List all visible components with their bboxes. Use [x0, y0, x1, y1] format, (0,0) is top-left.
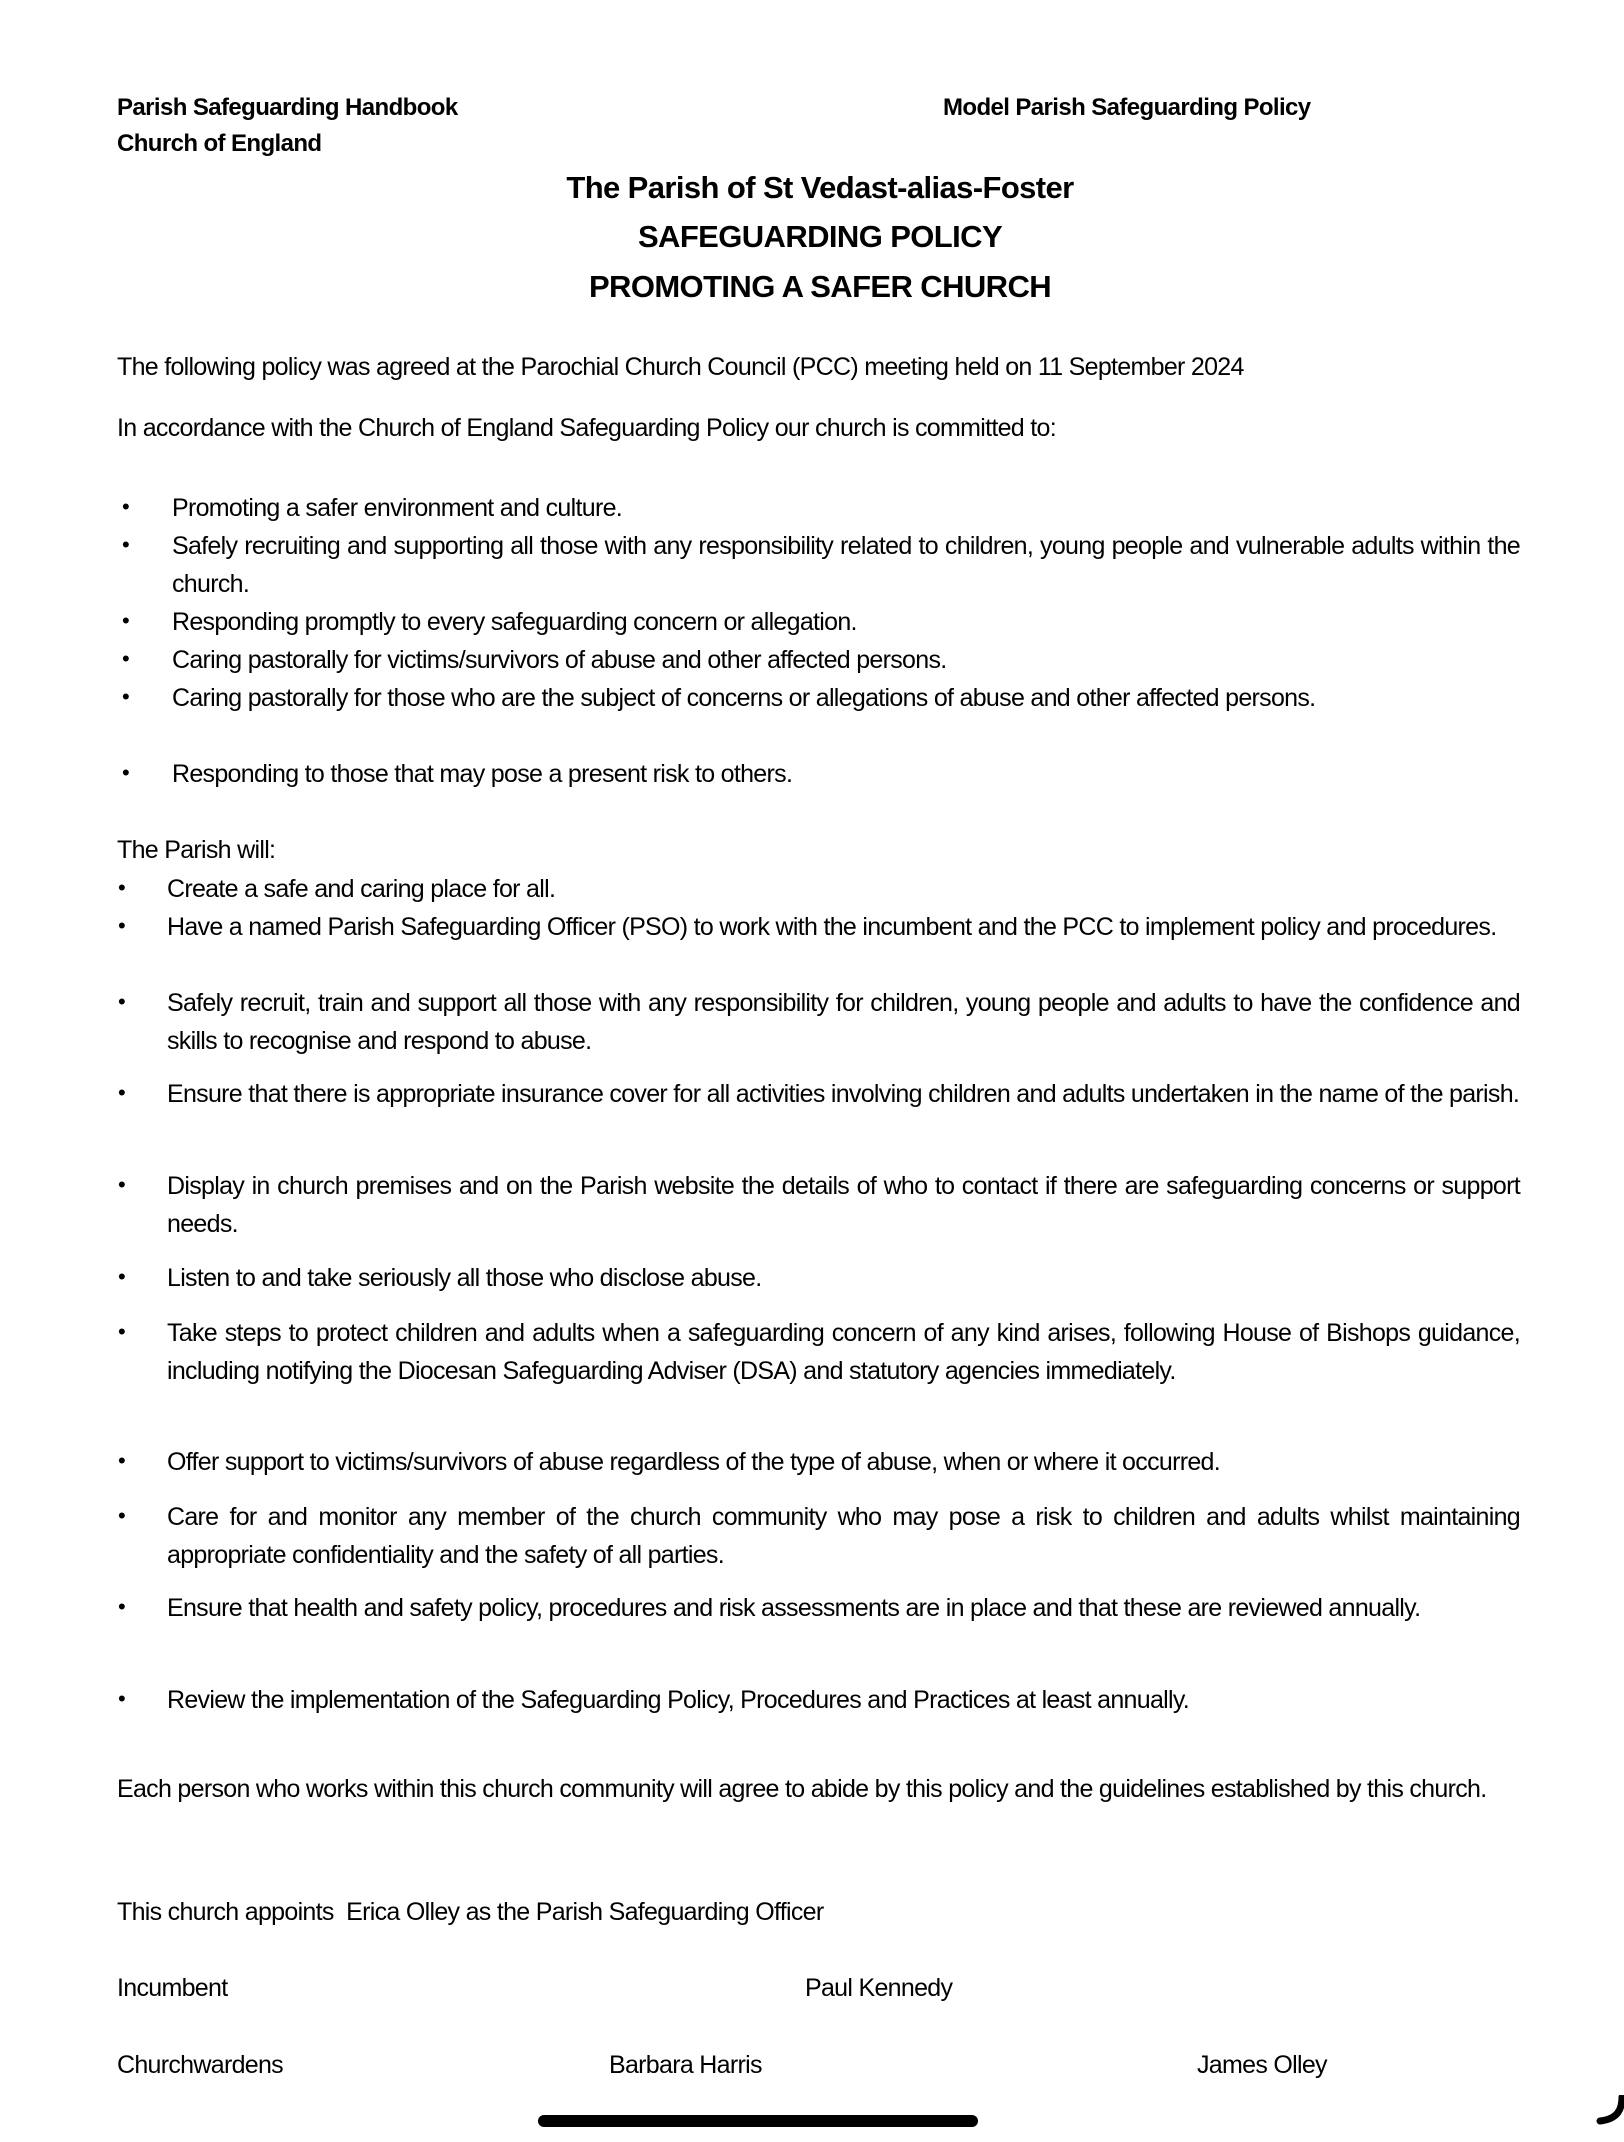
bullet-icon: •	[122, 532, 130, 557]
list-item-text: Responding promptly to every safeguarding concern or allegation.	[172, 608, 857, 636]
bullet-icon: •	[118, 1594, 126, 1619]
bullet-icon: •	[118, 989, 126, 1014]
incumbent-name: Paul Kennedy	[805, 1974, 953, 2002]
incumbent-label: Incumbent	[117, 1974, 228, 2002]
list-item-text: Ensure that there is appropriate insurance cover for all activities involving children and adults undertaken in the name of the parish.	[167, 1080, 1520, 1108]
churchwarden-name-2: James Olley	[1197, 2051, 1327, 2079]
bullet-icon: •	[118, 1686, 126, 1711]
commitment-intro: In accordance with the Church of England Safeguarding Policy our church is committed to:	[117, 414, 1056, 442]
list-item-text: Display in church premises and on the Parish website the details of who to contact if there are safeguarding concerns or support needs.	[167, 1172, 1520, 1238]
agreement-paragraph: Each person who works within this church community will agree to abide by this policy and the guidelines established by this church.	[117, 1775, 1487, 1803]
bullet-icon: •	[122, 760, 130, 785]
pso-appointment: This church appoints Erica Olley as the Parish Safeguarding Officer	[117, 1898, 824, 1926]
churchwardens-label: Churchwardens	[117, 2051, 283, 2079]
document-title-policy: SAFEGUARDING POLICY	[637, 219, 1003, 254]
list-item-text: Caring pastorally for victims/survivors of abuse and other affected persons.	[172, 646, 947, 674]
bullet-icon: •	[118, 1264, 126, 1289]
churchwarden-name-1: Barbara Harris	[609, 2051, 762, 2079]
list-item-text: Review the implementation of the Safeguarding Policy, Procedures and Practices at least annually.	[167, 1686, 1190, 1714]
parish-will-heading: The Parish will:	[117, 836, 276, 864]
agreed-statement: The following policy was agreed at the Parochial Church Council (PCC) meeting held on 11 September 2024	[117, 353, 1244, 381]
list-item-text: Take steps to protect children and adults when a safeguarding concern of any kind arises, following House of Bishops guidance, including notifying the Diocesan Safeguarding Adviser (DSA) and statutory agencies immediately.	[167, 1319, 1520, 1385]
bullet-icon: •	[118, 1448, 126, 1473]
bullet-icon: •	[118, 913, 126, 938]
list-item-text: Responding to those that may pose a present risk to others.	[172, 760, 793, 788]
header-handbook-title: Parish Safeguarding Handbook	[117, 94, 458, 121]
bullet-icon: •	[118, 1503, 126, 1528]
list-item-text: Safely recruiting and supporting all those with any responsibility related to children, young people and vulnerable adults within the church.	[172, 532, 1520, 598]
bullet-icon: •	[122, 646, 130, 671]
list-item-text: Have a named Parish Safeguarding Officer (PSO) to work with the incumbent and the PCC to implement policy and procedures.	[167, 913, 1497, 941]
bullet-icon: •	[118, 1172, 126, 1197]
bullet-icon: •	[122, 608, 130, 633]
list-item-text: Create a safe and caring place for all.	[167, 875, 556, 903]
header-document-type: Model Parish Safeguarding Policy	[943, 94, 1311, 121]
bullet-icon: •	[118, 875, 126, 900]
document-subtitle: PROMOTING A SAFER CHURCH	[588, 269, 1052, 304]
list-item-text: Care for and monitor any member of the church community who may pose a risk to children and adults whilst maintaining appropriate confidentiality and the safety of all parties.	[167, 1503, 1520, 1569]
list-item-text: Ensure that health and safety policy, procedures and risk assessments are in place and that these are reviewed annually.	[167, 1594, 1421, 1622]
page-curl-icon	[1596, 2095, 1624, 2127]
bullet-icon: •	[118, 1080, 126, 1105]
list-item-text: Promoting a safer environment and culture.	[172, 494, 623, 522]
list-item-text: Caring pastorally for those who are the subject of concerns or allegations of abuse and other affected persons.	[172, 684, 1316, 712]
bullet-icon: •	[122, 684, 130, 709]
home-indicator-bar[interactable]	[538, 2115, 978, 2127]
list-item-text: Safely recruit, train and support all those with any responsibility for children, young people and adults to have the confidence and skills to recognise and respond to abuse.	[167, 989, 1520, 1055]
document-title-parish: The Parish of St Vedast-alias-Foster	[566, 170, 1074, 205]
list-item-text: Offer support to victims/survivors of abuse regardless of the type of abuse, when or where it occurred.	[167, 1448, 1220, 1476]
bullet-icon: •	[118, 1319, 126, 1344]
header-organisation: Church of England	[117, 130, 322, 157]
bullet-icon: •	[122, 494, 130, 519]
list-item-text: Listen to and take seriously all those who disclose abuse.	[167, 1264, 762, 1292]
